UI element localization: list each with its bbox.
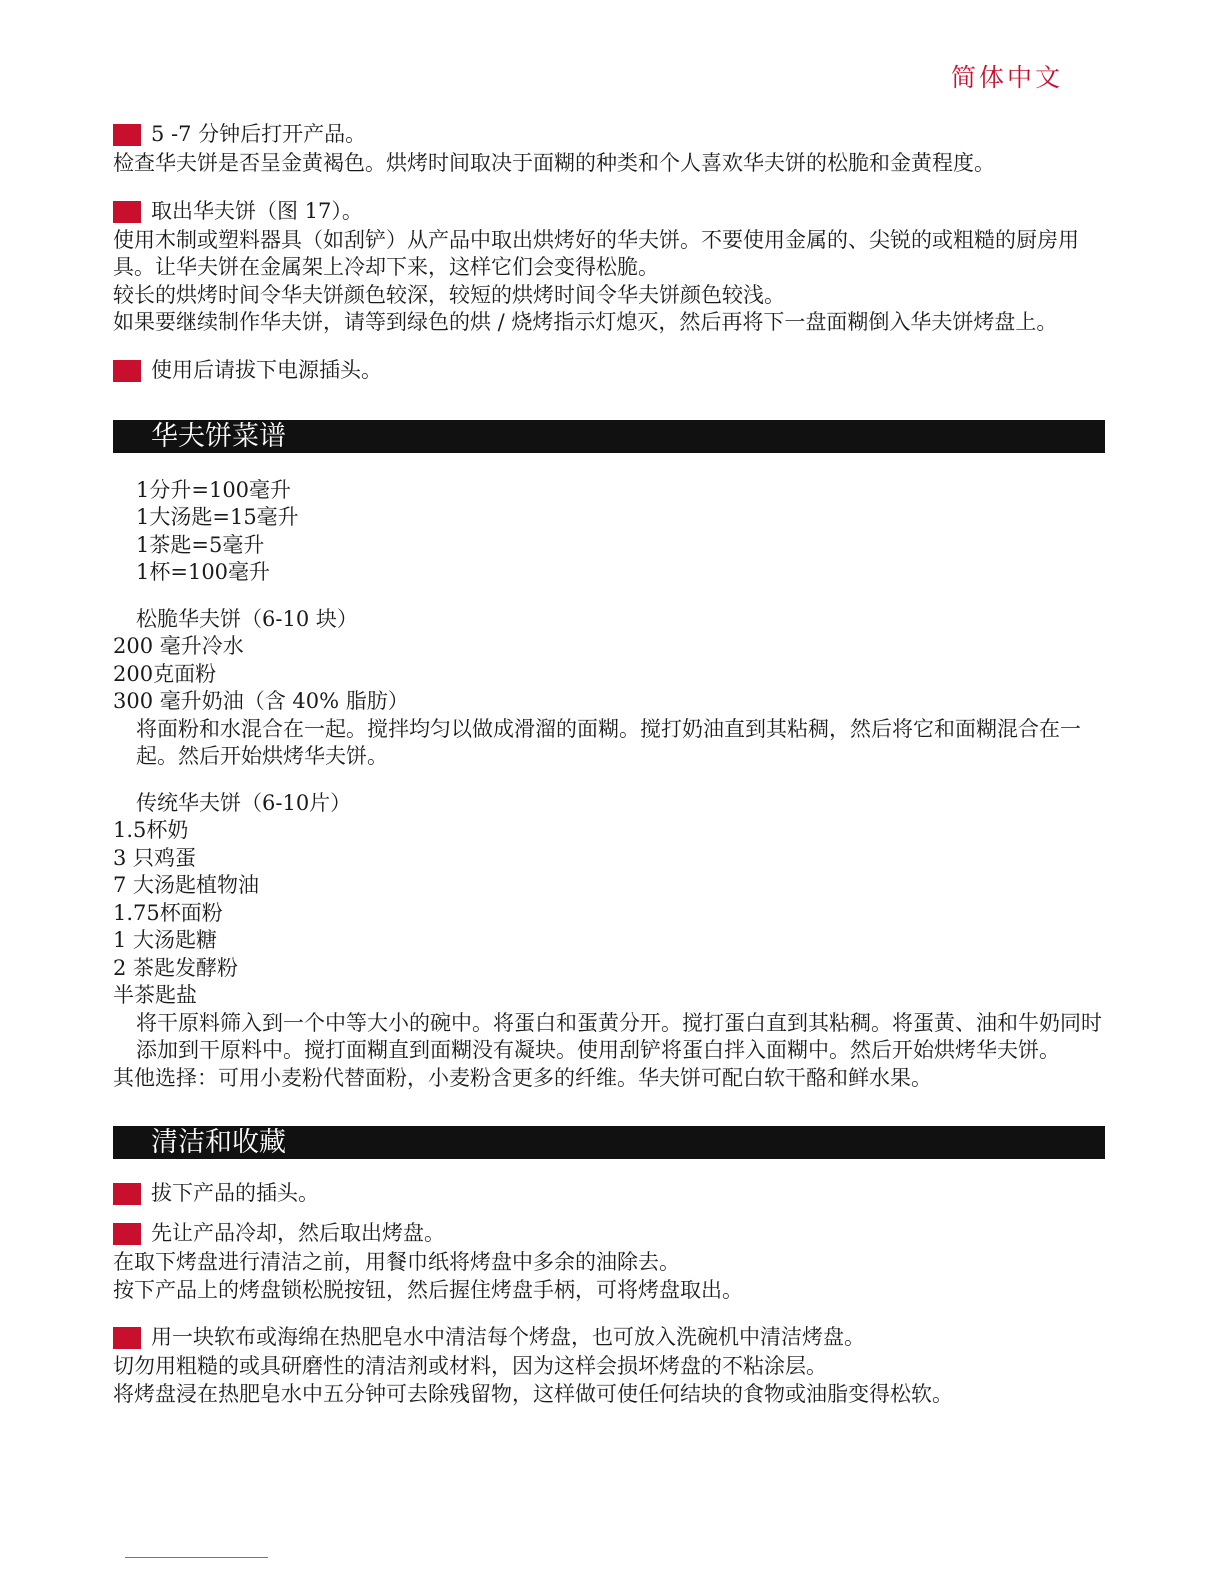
ingredient: 200克面粉 bbox=[113, 661, 217, 686]
ingredient: 2 茶匙发酵粉 bbox=[113, 955, 239, 980]
language-label: 简体中文 bbox=[950, 63, 1063, 92]
step-text: 使用木制或塑料器具（如刮铲）从产品中取出烘烤好的华夫饼。不要使用金属的、尖锐的或粗糙的厨房用具。让华夫饼在金属架上冷却下来，这样它们会变得松脆。 bbox=[113, 227, 1079, 279]
step-clean-cool bbox=[113, 1219, 1105, 1304]
step-marker-icon bbox=[113, 360, 141, 382]
ingredient: 7 大汤匙植物油 bbox=[113, 873, 260, 897]
step-text: 如果要继续制作华夫饼，请等到绿色的烘 / 烧烤指示灯熄灭，然后再将下一盘面糊倒入华夫饼烤盘上。 bbox=[113, 310, 1058, 334]
unit-line: 1杯=100毫升 bbox=[136, 560, 271, 584]
step-title: 用一块软布或海绵在热肥皂水中清洁每个烤盘，也可放入洗碗机中清洁烤盘。 bbox=[151, 1325, 865, 1350]
unit-line: 1大汤匙=15毫升 bbox=[136, 505, 299, 529]
step-clean-wash bbox=[113, 1323, 1105, 1408]
step-marker-icon bbox=[113, 1183, 141, 1205]
section-heading-recipes: 华夫饼菜谱 bbox=[113, 420, 1105, 453]
recipe-alternative: 其他选择：可用小麦粉代替面粉，小麦粉含更多的纤维。华夫饼可配白软干酪和鲜水果。 bbox=[113, 1065, 932, 1090]
step-text: 将烤盘浸在热肥皂水中五分钟可去除残留物，这样做可使任何结块的食物或油脂变得松软。 bbox=[113, 1381, 953, 1406]
recipe-traditional bbox=[113, 790, 1105, 1093]
unit-line: 1分升=100毫升 bbox=[136, 477, 292, 502]
recipe-method: 将面粉和水混合在一起。搅拌均匀以做成滑溜的面糊。搅打奶油直到其粘稠，然后将它和面糊混合在一起。然后开始烘烤华夫饼。 bbox=[136, 716, 1081, 768]
ingredient: 200 毫升冷水 bbox=[113, 634, 244, 658]
step-text: 在取下烤盘进行清洁之前，用餐巾纸将烤盘中多余的油除去。 bbox=[113, 1250, 680, 1274]
step-marker-icon bbox=[113, 1223, 141, 1245]
recipe-title: 传统华夫饼（6-10片） bbox=[136, 790, 352, 815]
step-title: 取出华夫饼（图 17）。 bbox=[151, 198, 363, 223]
ingredient: 1.5杯奶 bbox=[113, 818, 189, 842]
step-text: 较长的烘烤时间令华夫饼颜色较深，较短的烘烤时间令华夫饼颜色较浅。 bbox=[113, 282, 785, 307]
step-text: 检查华夫饼是否呈金黄褐色。烘烤时间取决于面糊的种类和个人喜欢华夫饼的松脆和金黄程度。 bbox=[113, 151, 995, 175]
step-clean-unplug bbox=[113, 1179, 1105, 1209]
section-heading-cleaning: 清洁和收藏 bbox=[113, 1126, 1105, 1159]
step-marker-icon bbox=[113, 201, 141, 223]
step-marker-icon bbox=[113, 1327, 141, 1349]
recipe-crispy bbox=[113, 606, 1105, 771]
step-open-product bbox=[113, 120, 1105, 178]
unit-conversions bbox=[113, 477, 1105, 587]
ingredient: 半茶匙盐 bbox=[113, 983, 197, 1007]
recipe-title: 松脆华夫饼（6-10 块） bbox=[136, 606, 358, 631]
ingredient: 1.75杯面粉 bbox=[113, 900, 223, 925]
step-unplug bbox=[113, 356, 1105, 386]
unit-line: 1茶匙=5毫升 bbox=[136, 532, 265, 557]
ingredient: 300 毫升奶油（含 40% 脂肪） bbox=[113, 689, 409, 713]
step-title: 5 -7 分钟后打开产品。 bbox=[151, 122, 367, 147]
step-title: 使用后请拔下电源插头。 bbox=[151, 357, 382, 382]
footer-rule bbox=[125, 1557, 268, 1558]
recipe-method: 将干原料筛入到一个中等大小的碗中。将蛋白和蛋黄分开。搅打蛋白直到其粘稠。将蛋黄、油和牛奶同时添加到干原料中。搅打面糊直到面糊没有凝块。使用刮铲将蛋白拌入面糊中。然后开始烘烤华夫饼。 bbox=[136, 1010, 1102, 1062]
ingredient: 1 大汤匙糖 bbox=[113, 928, 218, 952]
ingredient: 3 只鸡蛋 bbox=[113, 845, 197, 870]
step-text: 切勿用粗糙的或具研磨性的清洁剂或材料，因为这样会损坏烤盘的不粘涂层。 bbox=[113, 1354, 827, 1378]
step-title: 先让产品冷却，然后取出烤盘。 bbox=[151, 1221, 445, 1246]
step-text: 按下产品上的烤盘锁松脱按钮，然后握住烤盘手柄，可将烤盘取出。 bbox=[113, 1277, 743, 1302]
page-content bbox=[113, 120, 1105, 1408]
step-marker-icon bbox=[113, 124, 141, 146]
step-title: 拔下产品的插头。 bbox=[151, 1181, 319, 1206]
step-remove-waffles bbox=[113, 197, 1105, 337]
